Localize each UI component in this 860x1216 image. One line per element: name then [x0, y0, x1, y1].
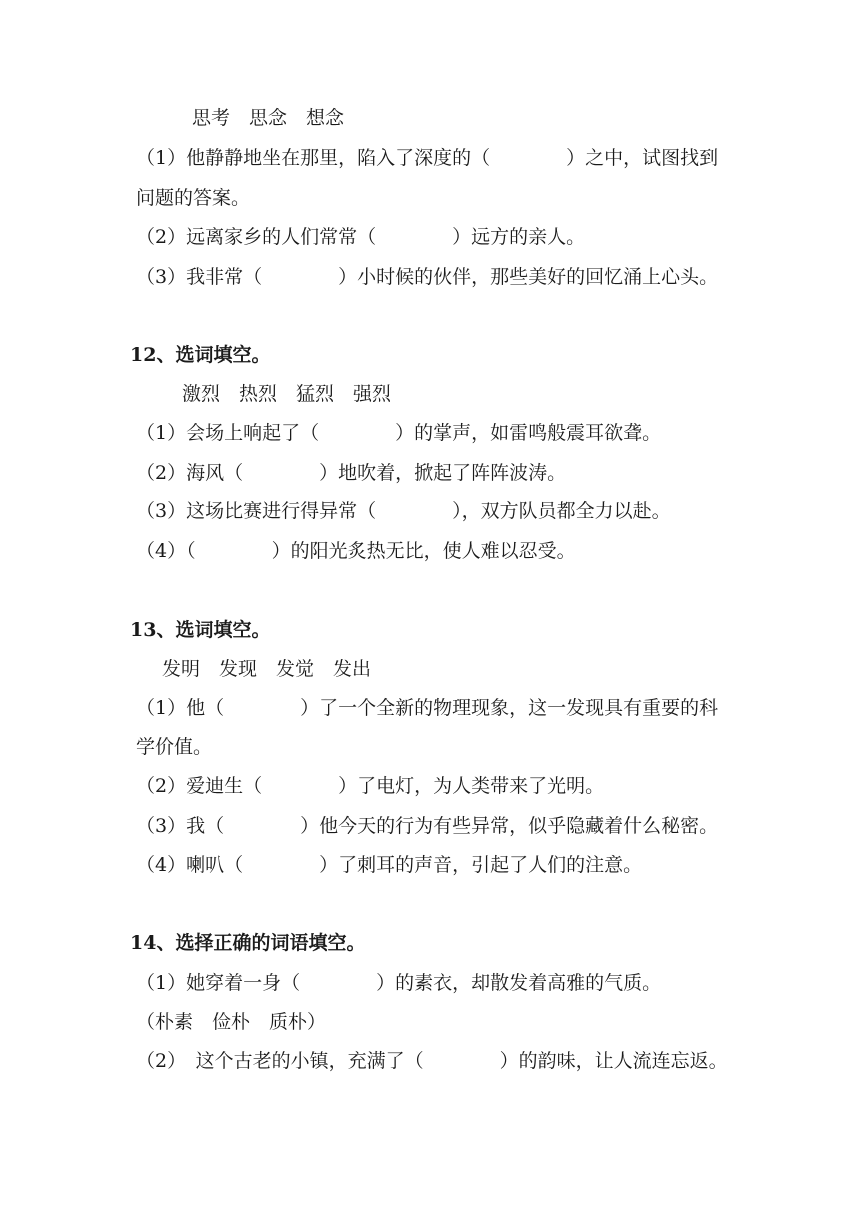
- q11-item-1-cont: 问题的答案。: [136, 187, 251, 209]
- q13-item-3: （3）我（ ）他今天的行为有些异常，似乎隐藏着什么秘密。: [136, 815, 719, 837]
- q13-item-4: （4）喇叭（ ）了刺耳的声音，引起了人们的注意。: [136, 854, 643, 876]
- q11-item-3: （3）我非常（ ）小时候的伙伴，那些美好的回忆涌上心头。: [136, 266, 719, 288]
- q11-item-1: （1）他静静地坐在那里，陷入了深度的（ ）之中，试图找到: [136, 147, 719, 169]
- q12-item-1: （1）会场上响起了（ ）的掌声，如雷鸣般震耳欲聋。: [136, 422, 662, 444]
- q13-item-1-cont: 学价值。: [136, 736, 213, 758]
- q12-item-4: （4）（ ）的阳光炙热无比，使人难以忍受。: [136, 540, 576, 562]
- q11-item-2: （2）远离家乡的人们常常（ ）远方的亲人。: [136, 226, 586, 248]
- q13-item-1: （1）他（ ）了一个全新的物理现象，这一发现具有重要的科: [136, 697, 719, 719]
- word-options-q12: 激烈 热烈 猛烈 强烈: [182, 383, 392, 405]
- word-options-q13: 发明 发现 发觉 发出: [162, 658, 372, 680]
- q13-item-2: （2）爱迪生（ ）了电灯，为人类带来了光明。: [136, 775, 605, 797]
- word-options-q11: 思考 思念 想念: [192, 107, 345, 129]
- q13-heading: 13、选词填空。: [130, 619, 271, 641]
- q14-heading: 14、选择正确的词语填空。: [130, 932, 366, 954]
- q12-item-3: （3）这场比赛进行得异常（ ），双方队员都全力以赴。: [136, 500, 671, 522]
- q12-item-2: （2）海风（ ）地吹着，掀起了阵阵波涛。: [136, 462, 567, 484]
- q14-item-2: （2） 这个古老的小镇，充满了（ ）的韵味，让人流连忘返。: [136, 1050, 728, 1072]
- q14-item-1-options: （朴素 俭朴 质朴）: [136, 1011, 327, 1033]
- q14-item-1: （1）她穿着一身（ ）的素衣，却散发着高雅的气质。: [136, 972, 662, 994]
- q12-heading: 12、选词填空。: [130, 344, 271, 366]
